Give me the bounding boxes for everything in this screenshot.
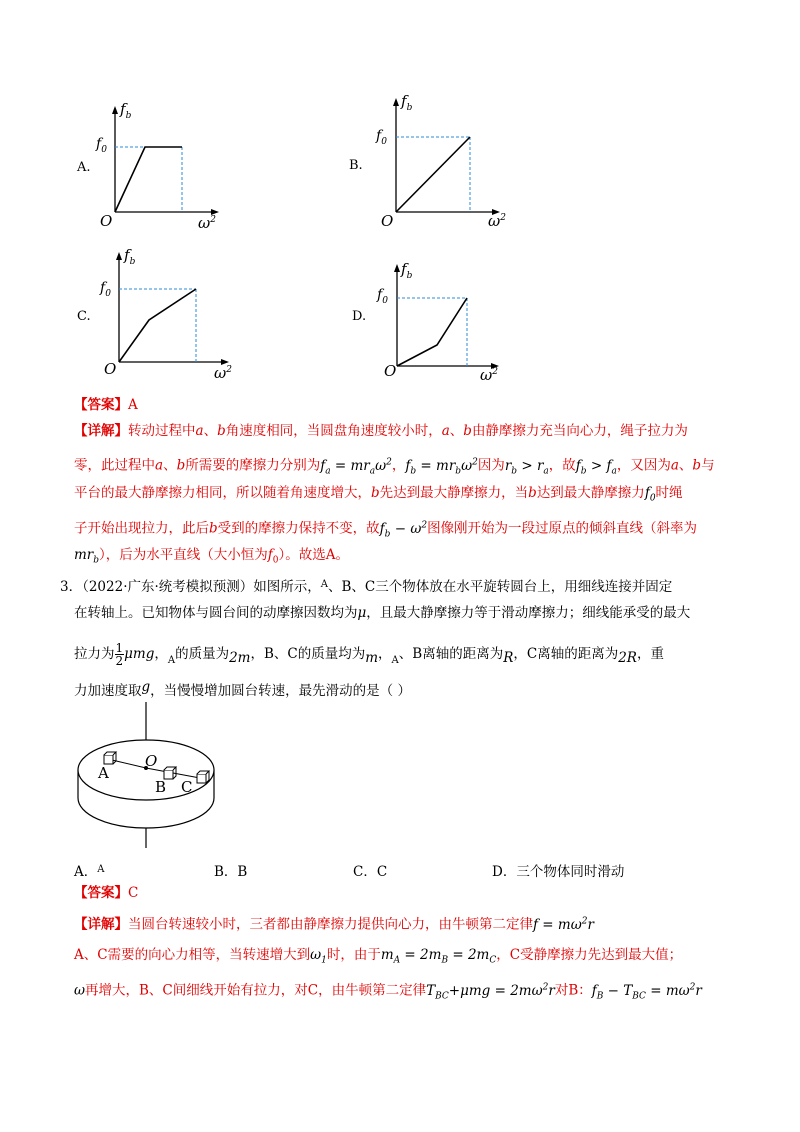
turntable-figure (60, 700, 290, 850)
detail-1-line-1: 【详解】转动过程中a、b角速度相同，当圆盘角速度较小时，a、b由静摩擦力充当向心力，绳子拉力为 (74, 423, 688, 439)
detail-3-line-1: 【详解】当圆台转速较小时，三者都由静摩擦力提供向心力，由牛顿第二定律$f = m\omega^2r$ (74, 916, 594, 933)
detail-3-line-3: ω再增大，B、C间细线开始有拉力，对C，由牛顿第二定律$T_{BC}+\mu mg = 2m\omega^2r$对B：$f_B - T_{BC} = m\omega^2r$ (74, 982, 702, 1002)
q3-option-d: D．三个物体同时滑动 (492, 864, 625, 880)
figure-label-o: O (145, 752, 158, 770)
option-a-label: A. (77, 160, 91, 175)
graph-d-y-label: $f_b$ (401, 260, 413, 281)
q3-option-c: C．C (353, 864, 388, 880)
graph-c-x-label: $\omega^2$ (214, 364, 232, 382)
figure-label-c: C (181, 778, 193, 796)
option-b-label: B. (349, 158, 363, 173)
graph-c-y-label: $f_b$ (124, 246, 136, 267)
graph-b-f0: $f_0$ (376, 128, 387, 147)
graph-b-y-label: $f_b$ (401, 92, 413, 113)
graph-b-x-label: $\omega^2$ (488, 212, 506, 230)
fraction-one-half: $\frac{1}{2}$ (115, 641, 124, 668)
detail-1-line-4: 子开始出现拉力，此后b受到的摩擦力保持不变，故$f_b - \omega^2$图像刚开始为一段过原点的倾斜直线（斜率为 (74, 520, 698, 540)
q3-option-b: B．B (214, 864, 248, 880)
graph-a-f0: $f_0$ (96, 136, 107, 155)
option-c-label: C. (77, 309, 91, 324)
detail-1-line-2: 零，此过程中a、b所需要的摩擦力分别为$f_a = mr_a\omega^2$，$f_b = mr_b\omega^2$因为$r_b > r_a$，故$f_b > f_a$，又因为a、b与 (74, 457, 715, 477)
figure-label-b: B (155, 778, 167, 796)
detail-1-line-3: 平台的最大静摩擦力相同，所以随着角速度增大，b先达到最大静摩擦力，当b达到最大静摩擦力$f_0$时绳 (74, 485, 683, 504)
graph-b-origin: O (381, 212, 394, 230)
q3-option-a: A．$^A$ (74, 864, 105, 880)
graph-a-y-label: $f_b$ (120, 100, 132, 121)
graph-d-origin: O (384, 362, 397, 380)
figure-label-a: A (98, 764, 109, 782)
graph-d-x-label: $\omega^2$ (480, 366, 498, 384)
question-3-line-3: 拉力为 $\frac{1}{2}$ μmg，$_A$的质量为2m，B、C的质量均为m，$_A$、B离轴的距离为R，C离轴的距离为2R，重 (74, 641, 664, 668)
answer-1: 【答案】A (74, 397, 138, 413)
detail-1-line-5: $mr_b$），后为水平直线（大小恒为$f_0$）。故选A。 (74, 547, 350, 566)
answer-3: 【答案】C (74, 885, 139, 901)
graph-b (376, 92, 516, 232)
graph-a-x-label: $\omega^2$ (198, 214, 216, 232)
detail-3-line-2: A、C需要的向心力相等，当转速增大到$\omega_1$时，由于$m_A = 2m_B = 2m_C$，C受静摩擦力先达到最大值； (74, 947, 683, 966)
option-d-label: D. (352, 309, 367, 324)
graph-c-origin: O (104, 360, 117, 378)
graph-c-f0: $f_0$ (100, 280, 111, 299)
question-3-line-2: 在转轴上。已知物体与圆台间的动摩擦因数均为μ，且最大静摩擦力等于滑动摩擦力；细线能承受的最大 (74, 605, 691, 621)
graph-a-origin: O (100, 212, 113, 230)
graph-d-f0: $f_0$ (377, 287, 388, 306)
question-3-line-4: 力加速度取g，当慢慢增加圆台转速，最先滑动的是（ ） (74, 679, 411, 699)
question-3-line-1: 3．（2022·广东·统考模拟预测）如图所示，$^A$、B、C三个物体放在水平旋转圆台上，用细线连接并固定 (60, 579, 673, 595)
